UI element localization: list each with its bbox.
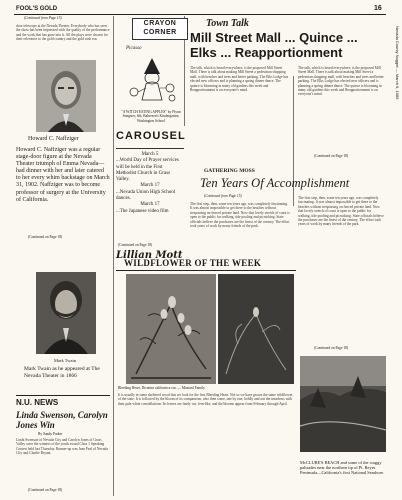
carousel-continued-on: (Continued on Page 18) xyxy=(118,243,153,247)
carousel-title: CAROUSEL xyxy=(116,130,186,142)
gathering-moss-kicker: GATHERING MOSS xyxy=(204,168,255,174)
carousel-entries xyxy=(116,152,184,215)
header-rule xyxy=(14,14,386,15)
page-number: 16 xyxy=(374,5,382,12)
carousel-entry-text: ...World Day of Prayer services will be held in the First Methodist Church in Grass Valley. xyxy=(116,158,179,183)
town-talk-kicker: Town Talk xyxy=(206,18,249,29)
side-label: Nevada County Nugget — March 6, 1985 xyxy=(395,26,400,100)
carousel-entry-date: March 17 xyxy=(140,183,160,189)
gathering-moss-continued: (Continued from Page 15) xyxy=(204,194,242,198)
town-talk-body-cont: The talk, which is heard everywhere, is the proposed Mill Street Mall. There is talk about making Mill Street a pedestrian shopping mall, with benches and trees and better parking. The Elks Lodge has elected new officers and is planning a spring dinner dance. The quince is blooming in many old gardens this week and Reapportionment is on everyone's mind. xyxy=(298,66,384,97)
gathering-moss-headline: Ten Years Of Accomplishment xyxy=(200,176,350,190)
nu-news-continued-on: (Continued on Page 18) xyxy=(28,488,63,492)
wildflower-photo-caption: Bleeding Heart, Dicentra californica var. — Mustard Family xyxy=(118,386,205,390)
crayon-corner-tagline: Picasso xyxy=(126,46,142,51)
fools-gold-continued: (Continued from Page 15) xyxy=(24,16,62,20)
mcclure-caption: McCLURE'S BEACH and some of the craggy palisades near the northern tip of Pt. Reyes Peninsula—California's first National Seashore. xyxy=(300,460,385,476)
naffziger-photo xyxy=(36,60,96,132)
naffziger-bio: Howard C. Naffziger was a regular stage-door figure at the Nevada Theater triumph of Emma Nevada—had dinner with her and later catered to her every whim backstage on March 31, 1902. Naffziger was to become professor of surgery at the University of California. xyxy=(16,147,110,203)
nu-news-title: N.U. NEWS xyxy=(16,398,59,407)
nu-news-rule xyxy=(16,395,110,396)
witch-drawing xyxy=(124,54,182,108)
lillian-mott-logo-text: Lillian Mott xyxy=(116,250,183,261)
wildflower-rule xyxy=(116,270,296,271)
gathering-moss-body-cont: The first step, then, some ten years ago, was completely fascinating. It was almost impossible to get there to the beaches without trespassing on fenced private land. Now that lovely stretch of coast is open to the public for walking, tide pooling and picnicking. State officials believe the purchases are the finest of the century. The effort took years of work by many friends of the park. xyxy=(298,196,384,227)
town-talk-headline: Mill Street Mall ... Quince ... Elks ... Reapportionment xyxy=(190,30,358,60)
naffziger-caption: Howard C. Naffziger xyxy=(28,136,79,142)
nu-news-byline: By Sandy Parker xyxy=(38,432,63,436)
gathering-moss-continued-on: (Continued on Page 18) xyxy=(314,346,349,350)
newspaper-page xyxy=(14,5,400,494)
fools-gold-body: door telescope at the Nevada Theater. Everybody who has seen the show has been impressed with the quality of the performance and the work that has gone into it. All the plays were chosen for their relevance to the gold country and the gold rush era. xyxy=(16,24,110,42)
nu-news-body: Linda Swenson of Nevada City and Carolyn Jones of Grass Valley were the winners of the youth award Class 1 Speaking Contest held last Thursday. Runner-up was Jean Peal of Nevada City and Charlie Bryant. xyxy=(16,438,108,456)
carousel-entry-date: March 17 xyxy=(140,202,160,208)
nu-news-headline: Linda Swenson, Carolyn Jones Win xyxy=(16,410,108,430)
town-talk-body: The talk, which is heard everywhere, is the proposed Mill Street Mall. There is talk about making Mill Street a pedestrian shopping mall, with benches and trees and better parking. The Elks Lodge has elected new officers and is planning a spring dinner dance. The quince is blooming in many old gardens this week and Reapportionment is on everyone's mind. xyxy=(190,66,289,93)
fools-gold-continued-on: (Continued on Page 18) xyxy=(28,235,63,239)
wildflower-headline: WILDFLOWER OF THE WEEK xyxy=(124,258,262,268)
mcclure-beach-photo xyxy=(300,356,386,452)
wildflower-body: It is usually in some sheltered wood that we look for the first Bleeding Heart. Not so we have grown the same wildflower of the state. It is followed by the bloom of its companions, who then come, one by one, boldly and out the meadows with their pale white constellations. Its leaves are finely cut, fern-like, and the blooms appear from February through April. xyxy=(118,393,293,406)
twain-caption: Mark Twain xyxy=(54,358,76,363)
gathering-moss-body: The first step, then, some ten years ago, was completely fascinating. It was almost impossible to get there to the beaches without trespassing on fenced private land. Now that lovely stretch of coast is open to the public for walking, tide pooling and picnicking. State officials believe the purchases are the finest of the century. The effort took years of work by many friends of the park. xyxy=(190,202,290,229)
column-divider-1 xyxy=(113,16,114,496)
crayon-corner-title: CRAYON CORNER xyxy=(143,20,177,36)
crayon-drawing-caption: "A WITCH EATING APPLES" by Flynn Songster, 6th, Bakersen's Kindergarten, Washington School xyxy=(121,110,181,123)
twain-photo xyxy=(36,272,96,354)
town-talk-continued-on: (Continued on Page 18) xyxy=(314,154,349,158)
bleeding-heart-leaves-photo xyxy=(218,274,294,384)
carousel-entry-date: March 5 xyxy=(141,152,159,157)
carousel-entry-text: ...Nevada Union High School dances. xyxy=(116,189,176,202)
twain-body: Mark Twain as he appeared at The Nevada Theater in 1866 xyxy=(24,366,100,379)
bleeding-heart-photo xyxy=(126,274,216,384)
section-header-fools-gold: FOOL'S GOLD xyxy=(16,6,58,12)
crayon-corner-logo xyxy=(132,18,188,40)
carousel-logo xyxy=(116,130,184,149)
carousel-entry-text: ...The Japanese video film xyxy=(116,208,169,214)
